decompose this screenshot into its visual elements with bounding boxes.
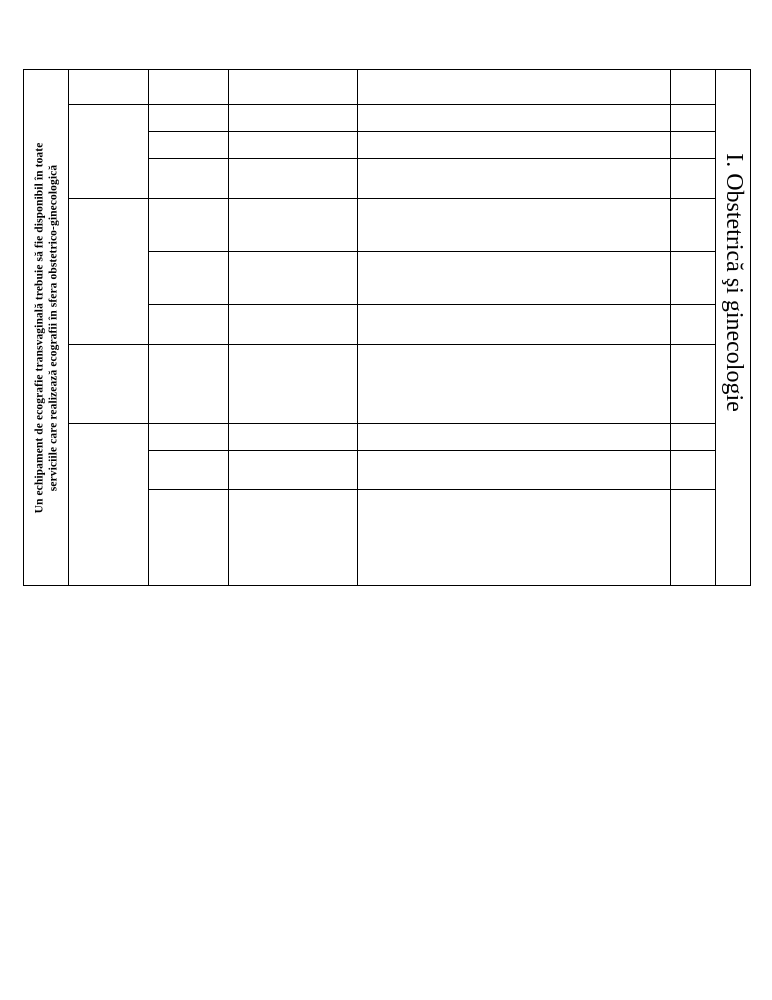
column-divider (228, 70, 229, 585)
column-divider (68, 70, 69, 585)
section-heading: I. Obstetrică şi ginecologie (721, 153, 747, 412)
column-divider (148, 70, 149, 585)
footnote-cell (28, 73, 65, 582)
subrow-divider (149, 251, 715, 252)
table-frame (23, 69, 751, 586)
footnote-text (33, 142, 61, 513)
row-divider (69, 198, 715, 199)
column-divider (357, 70, 358, 585)
subrow-divider (149, 131, 715, 132)
footnote-line-1: Un echipament de ecografie transvaginală trebuie să fie disponibil în toate (33, 142, 46, 513)
row-divider (69, 104, 715, 105)
row-divider (69, 423, 715, 424)
row-divider (69, 344, 715, 345)
subrow-divider (149, 450, 715, 451)
footnote-line-2: serviciile care realizează ecografii în sfera obstetrico-ginecologică (47, 164, 60, 491)
subrow-divider (149, 304, 715, 305)
subrow-divider (149, 489, 715, 490)
subrow-divider (149, 158, 715, 159)
section-heading-cell (716, 70, 751, 585)
column-divider (670, 70, 671, 585)
